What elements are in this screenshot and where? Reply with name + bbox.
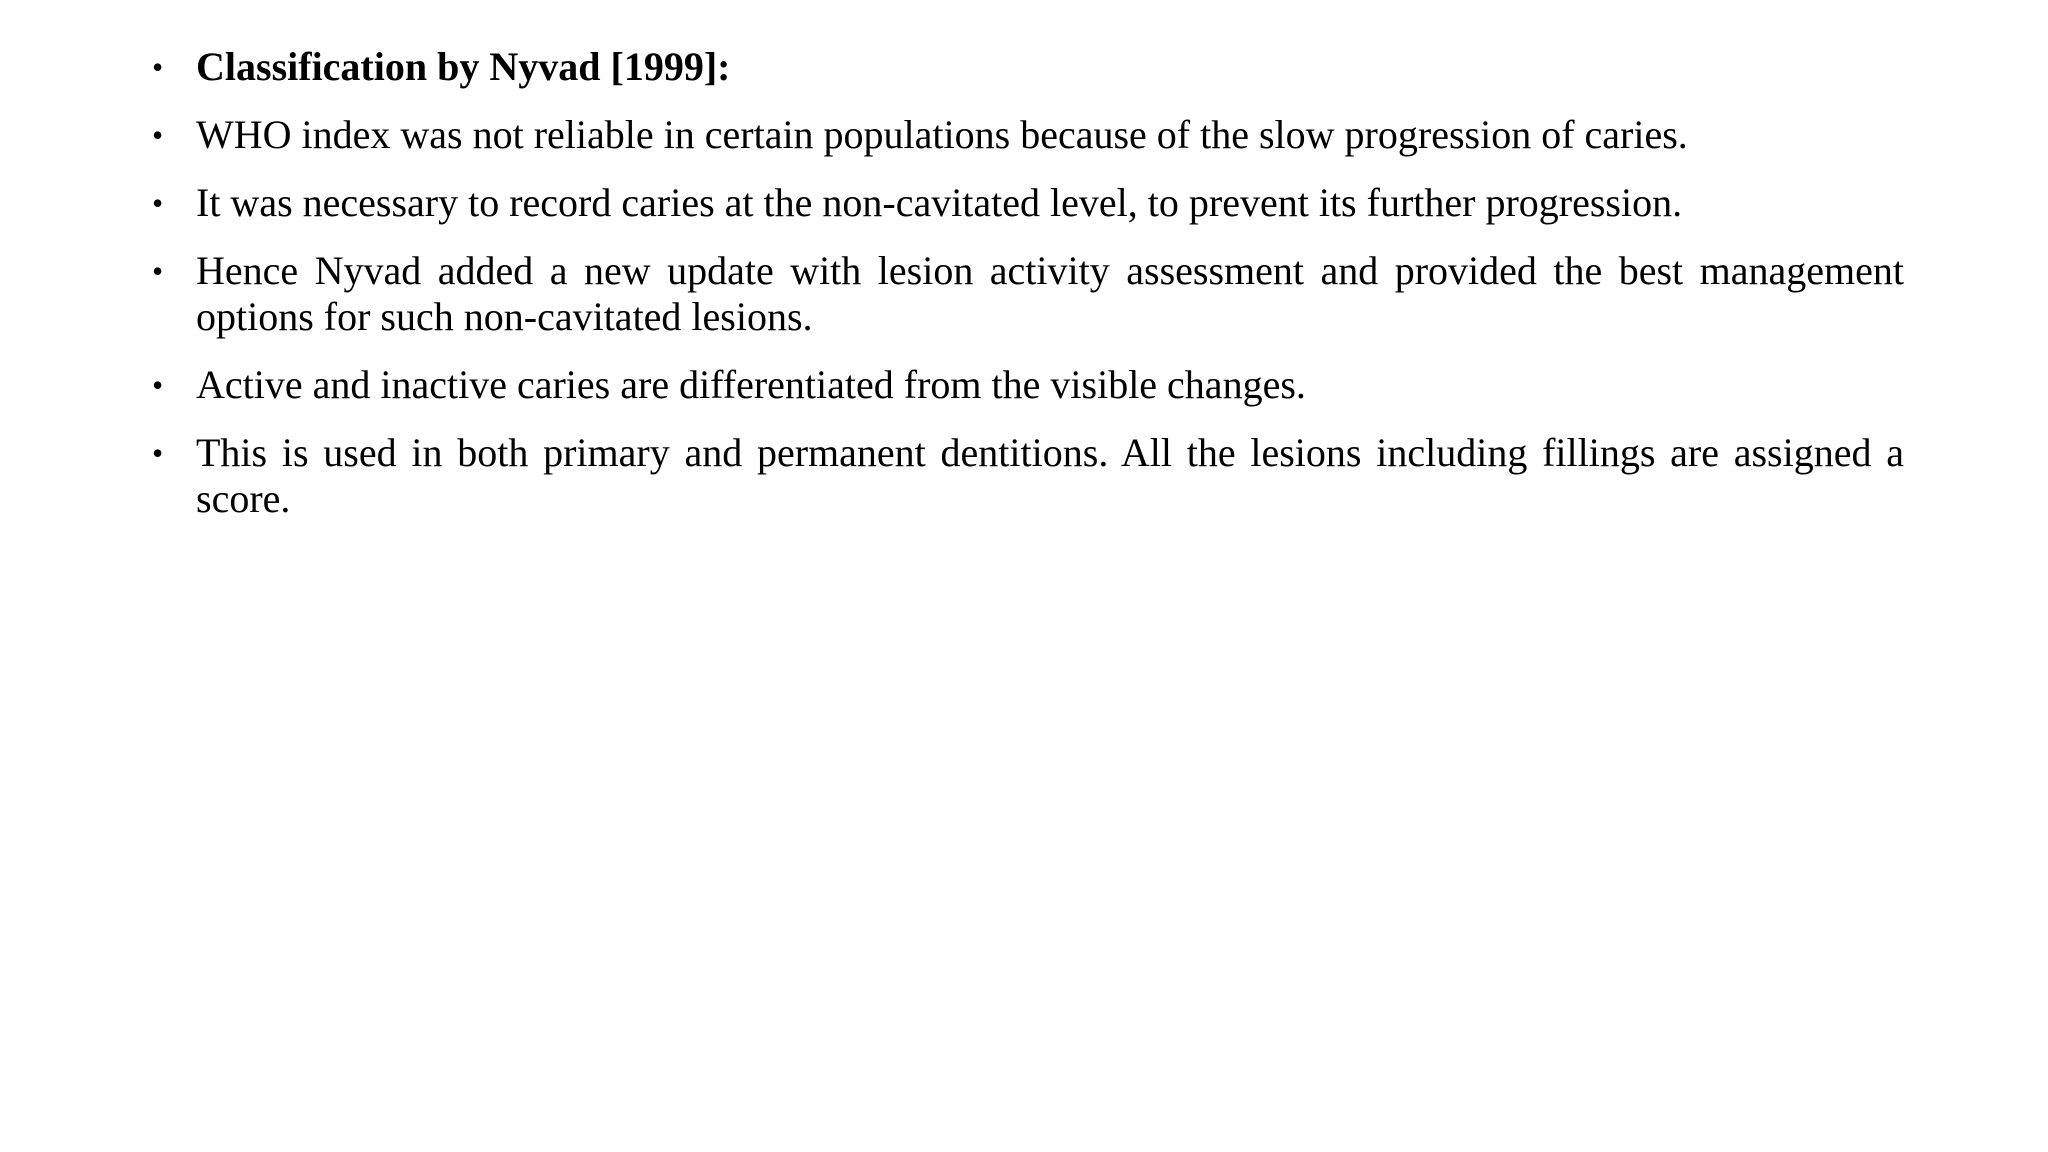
bullet-item	[152, 248, 1904, 340]
bullet-icon: •	[152, 185, 164, 221]
bullet-list	[152, 44, 1904, 544]
bullet-item-heading	[152, 44, 1904, 90]
bullet-text: Active and inactive caries are differentiated from the visible changes.	[196, 362, 1306, 407]
bullet-icon: •	[152, 117, 164, 153]
bullet-item	[152, 180, 1904, 226]
bullet-text: It was necessary to record caries at the non-cavitated level, to prevent its further progression.	[196, 180, 1683, 225]
bullet-icon: •	[152, 435, 164, 471]
bullet-item	[152, 430, 1904, 522]
bullet-icon: •	[152, 253, 164, 289]
bullet-icon: •	[152, 367, 164, 403]
bullet-text: WHO index was not reliable in certain populations because of the slow progression of caries.	[196, 112, 1688, 157]
bullet-text: This is used in both primary and permanent dentitions. All the lesions including fillings are assigned a score.	[196, 430, 1904, 521]
bullet-text: Hence Nyvad added a new update with lesion activity assessment and provided the best management options for such non-cavitated lesions.	[196, 248, 1904, 339]
bullet-icon: •	[152, 49, 164, 85]
heading-text: Classification by Nyvad [1999]:	[196, 44, 731, 89]
bullet-item	[152, 362, 1904, 408]
bullet-item	[152, 112, 1904, 158]
